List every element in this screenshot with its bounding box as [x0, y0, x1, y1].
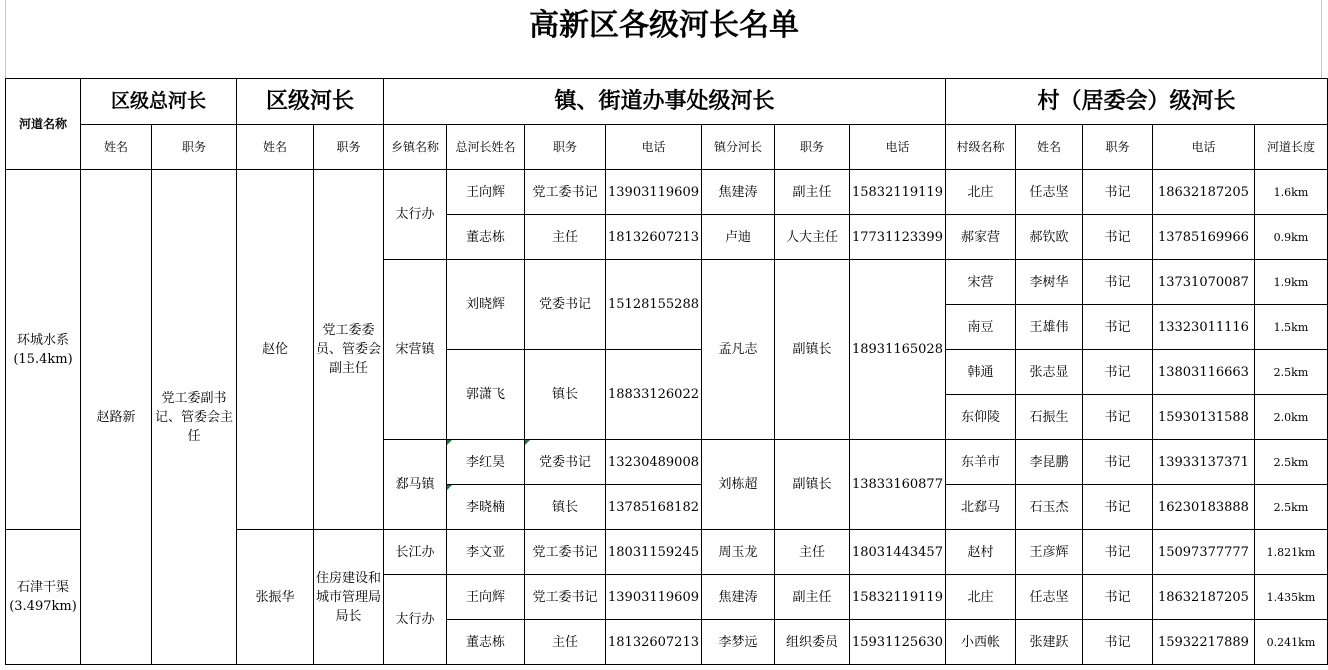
header-village: 村（居委会）级河长 — [945, 79, 1327, 125]
village-chief-name: 李昆鹏 — [1015, 440, 1082, 485]
village-chief-name: 任志坚 — [1015, 170, 1082, 215]
sub-chief-phone: 18031443457 — [849, 530, 945, 575]
sheet-left-border — [5, 0, 6, 78]
chief-phone: 18132607213 — [606, 620, 702, 665]
village-chief-name: 王雄伟 — [1015, 305, 1082, 350]
village-name: 东羊市 — [945, 440, 1015, 485]
village-chief-phone: 13731070087 — [1152, 260, 1254, 305]
chief-position: 镇长 — [525, 485, 606, 530]
village-chief-position: 书记 — [1082, 395, 1152, 440]
chief-phone: 13903119609 — [606, 170, 702, 215]
town-name: 郄马镇 — [384, 440, 447, 530]
chief-phone: 13903119609 — [606, 575, 702, 620]
village-chief-position: 书记 — [1082, 170, 1152, 215]
village-chief-position: 书记 — [1082, 530, 1152, 575]
village-chief-phone: 15930131588 — [1152, 395, 1254, 440]
sub-chief-phone: 15832119119 — [849, 170, 945, 215]
chief-name: 李红昊 — [447, 440, 525, 485]
river-length-value: 2.0km — [1254, 395, 1327, 440]
village-name: 北庄 — [945, 170, 1015, 215]
page-title: 高新区各级河长名单 — [529, 8, 799, 43]
village-name: 北庄 — [945, 575, 1015, 620]
sub-chief-name: 卢迪 — [701, 215, 774, 260]
chief-position: 镇长 — [525, 350, 606, 440]
header-row-1 — [6, 79, 1328, 125]
header-township-name: 乡镇名称 — [384, 125, 447, 170]
river-name-cell — [6, 170, 81, 530]
chief-position: 党工委书记 — [525, 170, 606, 215]
chief-phone: 13230489008 — [606, 440, 702, 485]
chief-name: 王向辉 — [447, 170, 525, 215]
header-phone: 电话 — [849, 125, 945, 170]
sub-chief-name: 周玉龙 — [701, 530, 774, 575]
village-chief-phone: 13933137371 — [1152, 440, 1254, 485]
village-chief-phone: 15097377777 — [1152, 530, 1254, 575]
sub-chief-position: 副主任 — [774, 575, 849, 620]
river-length: (3.497km) — [9, 599, 77, 614]
sub-chief-position: 人大主任 — [774, 215, 849, 260]
village-chief-name: 王彦辉 — [1015, 530, 1082, 575]
chief-position: 主任 — [525, 215, 606, 260]
river-length-value: 1.5km — [1254, 305, 1327, 350]
village-chief-position: 书记 — [1082, 260, 1152, 305]
sub-chief-position: 副主任 — [774, 170, 849, 215]
district-river-chief-position: 住房建设和城市管理局局长 — [314, 530, 384, 665]
district-river-chief-name: 张振华 — [237, 530, 314, 665]
sub-chief-phone: 17731123399 — [849, 215, 945, 260]
sub-chief-position: 主任 — [774, 530, 849, 575]
chief-position: 主任 — [525, 620, 606, 665]
river-length-value: 1.9km — [1254, 260, 1327, 305]
village-name: 东仰陵 — [945, 395, 1015, 440]
river-length-value: 1.6km — [1254, 170, 1327, 215]
header-river-length: 河道长度 — [1254, 125, 1327, 170]
village-name: 韩通 — [945, 350, 1015, 395]
header-position: 职务 — [314, 125, 384, 170]
chief-position: 党委书记 — [525, 260, 606, 350]
sub-chief-phone: 18931165028 — [849, 260, 945, 440]
header-name: 姓名 — [81, 125, 152, 170]
river-name: 环城水系 — [16, 332, 69, 348]
header-name: 姓名 — [237, 125, 314, 170]
village-name: 赵村 — [945, 530, 1015, 575]
village-chief-position: 书记 — [1082, 440, 1152, 485]
header-district: 区级河长 — [237, 79, 384, 125]
river-length-value: 0.9km — [1254, 215, 1327, 260]
village-chief-name: 石玉杰 — [1015, 485, 1082, 530]
sub-chief-position: 副镇长 — [774, 260, 849, 440]
village-chief-phone: 18632187205 — [1152, 575, 1254, 620]
village-name: 郝家营 — [945, 215, 1015, 260]
header-position: 职务 — [152, 125, 237, 170]
town-name: 太行办 — [384, 575, 447, 665]
river-chief-table — [5, 78, 1328, 665]
village-chief-name: 石振生 — [1015, 395, 1082, 440]
village-chief-name: 李树华 — [1015, 260, 1082, 305]
river-length-value: 2.5km — [1254, 350, 1327, 395]
town-name: 太行办 — [384, 170, 447, 260]
chief-name: 董志栋 — [447, 215, 525, 260]
header-row-2 — [6, 125, 1328, 170]
chief-name: 郭潇飞 — [447, 350, 525, 440]
sheet-right-border — [1321, 0, 1322, 78]
village-chief-position: 书记 — [1082, 350, 1152, 395]
village-chief-position: 书记 — [1082, 575, 1152, 620]
sub-chief-name: 焦建涛 — [701, 170, 774, 215]
river-length-value: 0.241km — [1254, 620, 1327, 665]
sub-chief-name: 刘栋超 — [701, 440, 774, 530]
header-town-sub-chief: 镇分河长 — [701, 125, 774, 170]
river-length-value: 2.5km — [1254, 440, 1327, 485]
river-name: 石津干渠 — [16, 580, 69, 595]
village-chief-phone: 16230183888 — [1152, 485, 1254, 530]
header-chief-name: 总河长姓名 — [447, 125, 525, 170]
sub-chief-phone: 15832119119 — [849, 575, 945, 620]
district-chief-position: 党工委副书记、管委会主任 — [152, 170, 237, 665]
header-position: 职务 — [774, 125, 849, 170]
chief-phone: 18833126022 — [606, 350, 702, 440]
river-name-cell — [6, 530, 81, 665]
village-name: 宋营 — [945, 260, 1015, 305]
village-chief-position: 书记 — [1082, 620, 1152, 665]
sub-chief-phone: 15931125630 — [849, 620, 945, 665]
village-chief-name: 任志坚 — [1015, 575, 1082, 620]
sub-chief-position: 组织委员 — [774, 620, 849, 665]
sub-chief-name: 焦建涛 — [701, 575, 774, 620]
sub-chief-name: 李梦远 — [701, 620, 774, 665]
chief-position: 党工委书记 — [525, 575, 606, 620]
table-row — [6, 170, 1328, 215]
header-position: 职务 — [1082, 125, 1152, 170]
chief-name: 李晓楠 — [447, 485, 525, 530]
header-district-chief: 区级总河长 — [81, 79, 237, 125]
district-river-chief-name: 赵伦 — [237, 170, 314, 530]
district-river-chief-position: 党工委委员、管委会副主任 — [314, 170, 384, 530]
header-town: 镇、街道办事处级河长 — [384, 79, 946, 125]
header-phone: 电话 — [606, 125, 702, 170]
district-chief-name: 赵路新 — [81, 170, 152, 665]
chief-position: 党委书记 — [525, 440, 606, 485]
header-name: 姓名 — [1015, 125, 1082, 170]
village-name: 北郄马 — [945, 485, 1015, 530]
header-phone: 电话 — [1152, 125, 1254, 170]
header-village-name: 村级名称 — [945, 125, 1015, 170]
village-chief-name: 张建跃 — [1015, 620, 1082, 665]
river-length-value: 2.5km — [1254, 485, 1327, 530]
chief-position: 党工委书记 — [525, 530, 606, 575]
chief-name: 刘晓辉 — [447, 260, 525, 350]
village-chief-phone: 13785169966 — [1152, 215, 1254, 260]
sub-chief-position: 副镇长 — [774, 440, 849, 530]
village-name: 南豆 — [945, 305, 1015, 350]
sub-chief-name: 孟凡志 — [701, 260, 774, 440]
chief-name: 李文亚 — [447, 530, 525, 575]
village-chief-position: 书记 — [1082, 485, 1152, 530]
village-chief-position: 书记 — [1082, 305, 1152, 350]
village-chief-phone: 13323011116 — [1152, 305, 1254, 350]
sub-chief-phone: 13833160877 — [849, 440, 945, 530]
town-name: 宋营镇 — [384, 260, 447, 440]
chief-name: 王向辉 — [447, 575, 525, 620]
village-chief-phone: 18632187205 — [1152, 170, 1254, 215]
river-length-value: 1.821km — [1254, 530, 1327, 575]
village-chief-phone: 13803116663 — [1152, 350, 1254, 395]
header-river-name: 河道名称 — [6, 79, 81, 170]
chief-name: 董志栋 — [447, 620, 525, 665]
village-chief-position: 书记 — [1082, 215, 1152, 260]
chief-phone: 18132607213 — [606, 215, 702, 260]
chief-phone: 15128155288 — [606, 260, 702, 350]
river-length: (15.4km) — [13, 351, 73, 367]
village-name: 小西帐 — [945, 620, 1015, 665]
chief-phone: 18031159245 — [606, 530, 702, 575]
village-chief-phone: 15932217889 — [1152, 620, 1254, 665]
header-position: 职务 — [525, 125, 606, 170]
chief-phone: 13785168182 — [606, 485, 702, 530]
village-chief-name: 张志显 — [1015, 350, 1082, 395]
river-length-value: 1.435km — [1254, 575, 1327, 620]
town-name: 长江办 — [384, 530, 447, 575]
village-chief-name: 郝钦欧 — [1015, 215, 1082, 260]
